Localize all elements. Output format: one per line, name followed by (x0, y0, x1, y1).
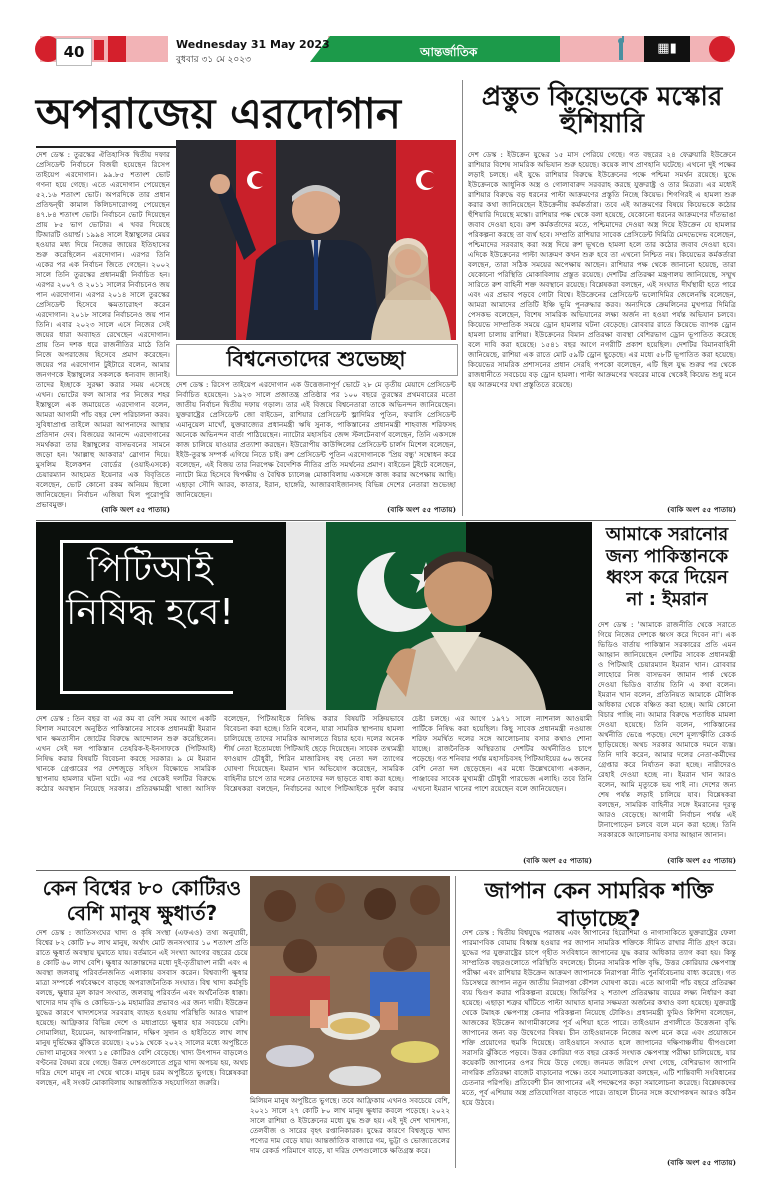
divider (36, 870, 736, 871)
statue-icon (612, 36, 630, 62)
erdogan-body: দেশ ডেস্ক : তুরস্কের ঐতিহাসিক দ্বিতীয় দফার প্রেসিডেন্ট নির্বাচনে বিজয়ী হয়েছেন রিসেপ তাইয়েপ এরদোগান। ৯৯.৮৫ শতাংশ ভোট গণনা হয়ে গেছে। এতে এরদোগান পেয়েছেন ৫২.১৬ শতাংশ ভোট। অপরদিকে তার প্রধান প্রতিদ্বন্দ্বী কামাল কিলিচদারোগলু পেয়েছেন ৪৭.৮৪ শতাংশ ভোট। নির্বাচনে ভোট দিয়েছেন প্রায় ৮৫ ভাগ ভোটার। এ খবর দিয়েছে টিআরটি ওয়ার্ল্ড। ১৯৯৪ সালে ইস্তাম্বুলের মেয়র হওয়ার মধ্য দিয়ে নিজের জায়ের ইতিহাসের শুরু করেছিলেন এরদোগান। এরপর তিনি একের পর এক নির্বাচন জিতে গেছেন। ২০০২ সালে তিনি তুরস্কের প্রধানমন্ত্রী নির্বাচিত হন। এরপর ২০০৭ ও ২০১১ সালের নির্বাচনেও জয় পান এরদোগান। এরপর ২০১৪ সালে তুরস্কের প্রেসিডেন্ট হিসেবে ক্ষমতারোহণ করেন এরদোগান। ২০১৮ সালের নির্বাচনেও জয় পান তিনি। এবার ২০২৩ সালে এসে নিজের সেই জয়ের ধারা অব্যাহত রেখেছেন এরদোগান। প্রায় তিন দশক ধরে রাজনীতির মাঠে তিনি নিজে অপরাজেয় হিসেবে প্রমাণ করেছেন। জয়ের পর এরদোগান টুইটারে বলেন, আমার জনগণকে ইস্তাম্বুলের সকলকে ধন্যবাদ জানাই। তাদের ইচ্ছাকে সুরক্ষা করার সময় এসেছে এখন। ভোটের ফল আসার পর নিজের শহর ইস্তাম্বুলে এক জমায়েতে এরদোগান বলেন, আমরা আগামী পাঁচ বছর দেশ পরিচালনা করব। সুবিধাপ্রাপ্ত তাইলে আমরা আপনাদের আস্থার প্রতিদান দেব। বিজয়ের আনন্দে এরদোগানের সমর্থকরা তার ইস্তাম্বুলের বাসভবনের সামনে জড়ো হন। 'আল্লাহু আকবার' স্লোগান দিয়ে। মুসলিম ইলেকশন বোর্ডের (ওয়াইএসকে) চেয়ারম্যান আহমেত ইয়েনার এক বিবৃতিতে বলেছেন, ভোট কোনো রকম অনিয়ম ছিলো জানিয়েছেন। নির্বাচন এজিয়া ঘিল পুরোপুরি প্রভাবমুক্ত। (36, 150, 170, 509)
imran-body: দেশ ডেস্ক : 'আমাকে রাজনীতি থেকে সরাতে গিয়ে নিজের দেশকে ধ্বংস করে দিবেন না'। এক ভিডিও বার্তায় পাকিস্তান সরকারের প্রতি এমন আহ্বান জানিয়েছেন দেশটির সাবেক প্রধানমন্ত্রী ও পিটিআই চেয়ারম্যান ইমরান খান। রোববার লাহোরে নিজ বাসভবন জামান পার্ক থেকে দেওয়া ভিডিও বার্তায় তিনি এ কথা বলেন। ইমরান খান বলেন, প্রতিনিয়ত আমাকে মৌলিক অধিকার থেকে বঞ্চিত করা হচ্ছে। আমি কোনো বিচার পাচ্ছি না। আমার বিরুদ্ধে শতাধিক মামলা দেওয়া হয়েছে। তিনি বলেন, পাকিস্তানের অর্থনীতি ভেঙে পড়ছে। দেশে মূল্যস্ফীতি রেকর্ড ছাড়িয়েছে। অথচ সরকার আমাকে দমনে ব্যস্ত। তিনি দাবি করেন, আমার দলের নেতা-কর্মীদের গ্রেপ্তার করে নির্যাতন করা হচ্ছে। নারীদেরও রেহাই দেওয়া হচ্ছে না। ইমরান খান আরও বলেন, আমি মৃত্যুকে ভয় পাই না। দেশের জন্য শেষ পর্যন্ত লড়াই চালিয়ে যাব। বিশ্লেষকরা বলছেন, সামরিক বাহিনীর সঙ্গে ইমরানের দূরত্ব আরও বেড়েছে। আগামী নির্বাচন পর্যন্ত এই টানাপোড়েন চলবে বলে মনে করা হচ্ছে। তিনি সরকারকে আলোচনায় বসার আহ্বান জানান। (598, 620, 736, 839)
hungry-children-photo (250, 876, 450, 1094)
date-english: Wednesday 31 May 2023 (176, 38, 330, 51)
page-number: 40 (56, 38, 92, 66)
imran-continued: (বাকি অংশ ৫৫ পাতায়) (666, 856, 736, 865)
world-leaders-body: দেশ ডেস্ক : রিসেপ তাইয়েপ এরদোগান এক উত্তেজনাপূর্ণ ভোটে ২৮ মে তৃতীয় মেয়াদে প্রেসিডেন্ট নির্বাচিত হয়েছেন। ১৯২৩ সালে প্রজাতন্ত্র প্রতিষ্ঠার পর ১০০ বছরে তুরস্কের প্রথমবারের মতো জাতীয় নির্বাচন দ্বিতীয় দফায় গড়াল। তার এই বিজয়ে বিশ্বনেতারা তাকে অভিনন্দন জানিয়েছেন। যুক্তরাষ্ট্রের প্রেসিডেন্ট জো বাইডেন, রাশিয়ার প্রেসিডেন্ট ভ্লাদিমির পুতিন, ফরাসি প্রেসিডেন্ট এমানুয়েল মাখোঁ, যুক্তরাজ্যের প্রধানমন্ত্রী ঋষি সুনাক, পাকিস্তানের প্রধানমন্ত্রী শাহবাজ শরিফসহ অনেকে অভিনন্দন বার্তা পাঠিয়েছেন। ন্যাটোর মহাসচিব জেন্স স্টলটেনবার্গ বলেছেন, তিনি একসঙ্গে কাজ চালিয়ে যাওয়ার প্রত্যাশা করছেন। ইউরোপীয় কাউন্সিলের প্রেসিডেন্ট চার্লস মিশেল বলেছেন, ইইউ-তুরস্ক সম্পর্ক এগিয়ে নিতে চাই। রুশ প্রেসিডেন্ট পুতিন এরদোগানকে 'প্রিয় বন্ধু' সম্বোধন করে বলেছেন, এই বিজয় তার নিরপেক্ষ বৈদেশিক নীতির প্রতি সমর্থনের প্রমাণ। বাইডেন টুইটে বলেছেন, ন্যাটো মিত্র হিসেবে দ্বিপক্ষীয় ও বৈশ্বিক চ্যালেঞ্জ মোকাবিলায় একসঙ্গে কাজ করার অপেক্ষায় আছি। এছাড়া সৌদি আরব, কাতার, ইরান, হাঙ্গেরি, আজারবাইজানসহ বিভিন্ন দেশের নেতারা শুভেচ্ছা জানিয়েছেন। (176, 380, 456, 499)
pti-headline: পিটিআই নিষিদ্ধ হবে! (66, 549, 234, 634)
publication-logo: ▦▮ (644, 36, 690, 62)
kyiv-body: দেশ ডেস্ক : ইউক্রেন যুদ্ধের ১৫ মাস পেরিয়ে গেছে। গত বছরের ২৪ ফেব্রুয়ারি ইউক্রেনে রাশিয়ার বিশেষ সামরিক অভিযান শুরু হয়েছে। কয়েক লাখ প্রাণহানি ঘটেছে। এখনো দুই পক্ষের লড়াই চলছে। এই যুদ্ধে রাশিয়ার বিরুদ্ধে ইউক্রেনের পক্ষে পশ্চিমা সমর্থন রয়েছে। যুদ্ধে ইউক্রেনকে আধুনিক অস্ত্র ও গোলাবারুদ সরবরাহ করছে যুক্তরাষ্ট্র ও তার মিত্ররা। এর মধ্যেই রাশিয়ার বিরুদ্ধে বড় ধরনের পাল্টা আক্রমণের প্রস্তুতি নিচ্ছে কিয়েভ। শিগগিরই এ হামলা শুরু করার কথা জানিয়েছেন ইউক্রেনীয় কর্মকর্তারা। তবে এই আক্রমণের বিষয়ে কিয়েভকে কঠোর হুঁশিয়ারি দিয়েছে মস্কো। রাশিয়ার পক্ষ থেকে বলা হয়েছে, যেকোনো ধরনের আক্রমণের দাঁতভাঙা জবাব দেওয়া হবে। রুশ কর্মকর্তাদের মতে, পশ্চিমাদের দেওয়া অস্ত্র দিয়ে ইউক্রেন যে হামলার পরিকল্পনা করছে তা ব্যর্থ হবে। সম্প্রতি রাশিয়ার সাবেক প্রেসিডেন্ট দিমিত্রি মেদভেদেভ বলেছেন, পশ্চিমাদের সরবরাহ করা অস্ত্র দিয়ে রুশ ভূখণ্ডে হামলা হলে তার কঠোর জবাব দেওয়া হবে। এদিকে ইউক্রেনের পাল্টা আক্রমণ কখন শুরু হবে তা এখনো নিশ্চিত নয়। কিয়েভের কর্মকর্তারা বলছেন, তারা সঠিক সময়ের অপেক্ষায় আছেন। রাশিয়ার পক্ষ থেকে জানানো হয়েছে, তারা যেকোনো পরিস্থিতি মোকাবিলায় প্রস্তুত রয়েছে। দেশটির প্রতিরক্ষা মন্ত্রণালয় জানিয়েছে, সম্মুখ সারিতে রুশ বাহিনী শক্ত অবস্থানে রয়েছে। বিশ্লেষকরা বলছেন, এই সংঘাত দীর্ঘস্থায়ী হতে পারে এবং এর প্রভাব পড়বে গোটা বিশ্বে। ইউক্রেনের প্রেসিডেন্ট ভলোদিমির জেলেনস্কি বলেছেন, আমরা আমাদের প্রতিটি ইঞ্চি ভূমি পুনরুদ্ধার করব। অন্যদিকে ক্রেমলিনের মুখপাত্র দিমিত্রি পেসকভ বলেছেন, বিশেষ সামরিক অভিযানের লক্ষ্য অর্জন না হওয়া পর্যন্ত অভিযান চলবে। কিয়েভে সাম্প্রতিক সময়ে ড্রোন হামলার ঘটনা বেড়েছে। রোববার রাতে কিয়েভে ব্যাপক ড্রোন হামলা চালায় রাশিয়া। ইউক্রেনের বিমান প্রতিরক্ষা ব্যবস্থা বেশিরভাগ ড্রোন ভূপাতিত করেছে বলে দাবি করা হয়েছে। ১৫৪১ বছর আগে নগরীটি প্রকাশ হয়েছিল। দেশটির বিমানবাহিনী জানিয়েছে, রাশিয়া এক রাতে মোট ৫৯টি ড্রোন ছুড়েছে। এর মধ্যে ৫৮টি ভূপাতিত করা হয়েছে। কিয়েভের সামরিক প্রশাসনের প্রধান সেরহি পপকো বলেছেন, এটি ছিল যুদ্ধ শুরুর পর থেকে রাজধানীতে সবচেয়ে বড় ড্রোন হামলা। পাল্টা আক্রমণের খবরের মাঝে থেকেই কিয়েভ শুধু মনে হয় আক্রমণের যথা প্রস্তুতিতে রয়েছে। (468, 150, 736, 389)
kyiv-headline: প্রস্তুত কিয়েভকে মস্কোর হুঁশিয়ারি (481, 82, 723, 140)
hunger-body-continued: মিলিয়ন মানুষ অপুষ্টিতে ভুগছে। তবে আফ্রিকায় এখনও সবচেয়ে বেশি, ২০২১ সালে ২৭ কোটি ৮০ লাখ মানুষ ক্ষুধার কবলে পড়েছে। ২০২২ সালে রাশিয়া ও ইউক্রেনের মধ্যে যুদ্ধ শুরু হয়। এই দুই দেশ খাদ্যশস্য, তেলবীজ ও সারের বৃহৎ রপ্তানিকারক। যুদ্ধের কারণে বিশ্বজুড়ে খাদ্য পণ্যের দাম বেড়ে যায়। আন্তর্জাতিক বাজারে গম, ভুট্টা ও ভোজ্যতেলের দাম রেকর্ড পরিমাণে বাড়ে, যা দরিদ্র দেশগুলোকে ক্ষতিগ্রস্ত করে। (250, 1096, 450, 1155)
japan-continued: (বাকি অংশ ৫৫ পাতায়) (666, 1158, 736, 1167)
pti-body: দেশ ডেস্ক : তিন বছর বা এর কম বা বেশি সময় আগে একটি বিশাল সমাবেশে অনুষ্ঠিত পাকিস্তানের সাবেক প্রধানমন্ত্রী ইমরান খান ক্ষমতাসীন জোটের বিরুদ্ধে আন্দোলন শুরু করেছিলেন। এখন সেই দল পাকিস্তান তেহরিক-ই-ইনসাফকে (পিটিআই) নিষিদ্ধ করার বিষয়টি বিবেচনা করছে সরকার। ৯ মে ইমরান খানকে গ্রেপ্তারের পর দেশজুড়ে সহিংস বিক্ষোভে সামরিক স্থাপনায় হামলার ঘটনা ঘটে। এর পর থেকেই দলটির বিরুদ্ধে কঠোর অবস্থান নিয়েছে সরকার। প্রতিরক্ষামন্ত্রী খাজা আসিফ বলেছেন, পিটিআইকে নিষিদ্ধ করার বিষয়টি সক্রিয়ভাবে বিবেচনা করা হচ্ছে। তিনি বলেন, যারা সামরিক স্থাপনায় হামলা চালিয়েছে তাদের সামরিক আদালতে বিচার হবে। দলের অনেক শীর্ষ নেতা ইতোমধ্যে পিটিআই ছেড়ে দিয়েছেন। সাবেক তথ্যমন্ত্রী ফাওয়াদ চৌধুরী, শিরিন মাজারিসহ বহু নেতা দল ত্যাগের ঘোষণা দিয়েছেন। ইমরান খান অভিযোগ করেছেন, সামরিক বাহিনীর চাপে তার দলের নেতাদের দল ছাড়তে বাধ্য করা হচ্ছে। বিশ্লেষকরা বলছেন, নির্বাচনের আগে পিটিআইকে দুর্বল করার চেষ্টা চলছে। এর আগে ১৯৭১ সালে ন্যাশনাল আওয়ামী পার্টিকে নিষিদ্ধ করা হয়েছিল। কিছু সাবেক প্রধানমন্ত্রী নওয়াজ শরিফ সমর্থিত দলের সঙ্গে আলোচনায় বসার কথাও শোনা যাচ্ছে। রাজনৈতিক অস্থিরতায় দেশটির অর্থনীতিও চাপে পড়েছে। গত শনিবার পর্যন্ত মহাসচিবসহ পিটিআইয়ের ৬০ জনের বেশি নেতা দল ছেড়েছেন। এর মধ্যে উল্লেখযোগ্য একজন, পাঞ্জাবের সাবেক মুখ্যমন্ত্রী চৌধুরী পারভেজ এলাহি। তবে তিনি এখনো ইমরান খানের পাশে রয়েছেন বলে জানিয়েছেন। (36, 714, 592, 793)
hunger-body: দেশ ডেস্ক : জাতিসংঘের খাদ্য ও কৃষি সংস্থা (এফএও) তথ্য অনুযায়ী, বিশ্বের ৮২ কোটি ৮০ লাখ মানুষ, অর্থাৎ মোট জনসংখ্যার ১০ শতাংশ প্রতি রাতে ক্ষুধার্ত অবস্থায় ঘুমাতে যায়। বর্তমানে এই সংখ্যা আগের বছরের চেয়ে ৪ কোটি ৬০ লাখ বেশি। ক্ষুধার আক্রান্তদের মধ্যে দুই-তৃতীয়াংশ নারী এবং এ অবস্থা জলবায়ু পরিবর্তনজনিত এলাকায় বসবাস করেন। বিশ্বব্যাপী ক্ষুধার মাত্রা সম্পর্কে পর্যবেক্ষণে বাড়ছে অপরাজনৈতিক সংঘাত। বিশ্ব খাদ্য কর্মসূচি বলছে, ক্ষুধার মূল কারণ সংঘাত, জলবায়ু পরিবর্তন এবং অর্থনৈতিক ধাক্কা। খাদ্যের দাম বৃদ্ধি ও কোভিড-১৯ মহামারির প্রভাবও এর জন্য দায়ী। ইউক্রেন যুদ্ধের কারণে খাদ্যশস্যের সরবরাহ ব্যাহত হওয়ায় পরিস্থিতি আরও খারাপ হয়েছে। আফ্রিকার বিভিন্ন দেশে ও মধ্যপ্রাচ্যে ক্ষুধার হার সবচেয়ে বেশি। সোমালিয়া, ইয়েমেন, আফগানিস্তান, দক্ষিণ সুদান ও হাইতিতে লাখ লাখ মানুষ দুর্ভিক্ষের ঝুঁকিতে রয়েছে। ২০১৯ থেকে ২০২২ সালের মধ্যে অপুষ্টিতে ভোগা মানুষের সংখ্যা ১৫ কোটিরও বেশি বেড়েছে। খাদ্য উৎপাদন বাড়লেও বণ্টনের বৈষম্য রয়ে গেছে। উন্নত দেশগুলোতে প্রচুর খাদ্য অপচয় হয়, অথচ দরিদ্র দেশে মানুষ না খেয়ে থাকে। মানুষ চরম অপুষ্টিতে ভুগছে। বিশ্লেষকরা বলছেন, এই সংকট মোকাবিলায় আন্তর্জাতিক সহযোগিতা জরুরি। (36, 928, 248, 1087)
column-rule (455, 876, 456, 1168)
imran-headline: আমাকে সরানোর জন্য পাকিস্তানকে ধ্বংস করে দিয়েন না : ইমরান (605, 524, 729, 610)
divider (36, 520, 736, 521)
section-title: আন্তর্জাতিক (420, 45, 478, 59)
column-rule (462, 80, 463, 516)
hunger-headline: কেন বিশ্বের ৮০ কোটিরও বেশি মানুষ ক্ষুধার্ত? (42, 876, 242, 925)
japan-headline: জাপান কেন সামরিক শক্তি বাড়াচ্ছে? (484, 879, 714, 932)
kyiv-continued: (বাকি অংশ ৫৫ পাতায়) (666, 505, 736, 514)
date-bangla: বুধবার ৩১ মে ২০২৩ (176, 55, 251, 65)
world-leaders-continued: (বাকি অংশ ৫৫ পাতায়) (386, 505, 456, 514)
masthead (0, 0, 770, 65)
pti-continued: (বাকি অংশ ৫৫ পাতায়) (522, 856, 592, 865)
erdogan-continued: (বাকি অংশ ৫৫ পাতায়) (100, 505, 170, 514)
japan-body: দেশ ডেস্ক : দ্বিতীয় বিশ্বযুদ্ধে পরাজয় এবং জাপানের হিরোশিমা ও নাগাসাকিতে যুক্তরাষ্ট্রের ফেলা পারমাণবিক বোমায় বিধ্বস্ত হওয়ার পর জাপান সামরিক শক্তিকে সীমিত রাখার নীতি গ্রহণ করে। যুদ্ধের পর যুক্তরাষ্ট্রের চাপে গৃহীত সংবিধানে জাপানের যুদ্ধ করার অধিকার ত্যাগ করা হয়। কিন্তু সাম্প্রতিক বছরগুলোতে পরিস্থিতি বদলেছে। চীনের সামরিক শক্তি বৃদ্ধি, উত্তর কোরিয়ার ক্ষেপণাস্ত্র পরীক্ষা এবং রাশিয়ার ইউক্রেন আক্রমণ জাপানকে নিরাপত্তা নীতি পুনর্বিবেচনায় বাধ্য করেছে। গত ডিসেম্বরে জাপান নতুন জাতীয় নিরাপত্তা কৌশল ঘোষণা করে। এতে আগামী পাঁচ বছরে প্রতিরক্ষা ব্যয় দ্বিগুণ করার পরিকল্পনা রয়েছে। জিডিপির ২ শতাংশ প্রতিরক্ষায় ব্যয়ের লক্ষ্য নির্ধারণ করা হয়েছে। এছাড়া শত্রুর ঘাঁটিতে পাল্টা আঘাত হানার সক্ষমতা অর্জনের কথাও বলা হয়েছে। যুক্তরাষ্ট্র থেকে টমাহক ক্ষেপণাস্ত্র কেনার পরিকল্পনা নিয়েছে টোকিও। প্রধানমন্ত্রী ফুমিও কিশিদা বলেছেন, আজকের ইউক্রেন আগামীকালের পূর্ব এশিয়া হতে পারে। তাইওয়ান প্রণালীতে উত্তেজনা বৃদ্ধি জাপানের জন্য বড় উদ্বেগের বিষয়। চীন তাইওয়ানকে নিজের অংশ মনে করে এবং প্রয়োজনে শক্তি প্রয়োগের হুমকি দিয়েছে। তাইওয়ানে সংঘাত হলে জাপানের দক্ষিণাঞ্চলীয় দ্বীপগুলো সরাসরি ঝুঁকিতে পড়বে। উত্তর কোরিয়া গত বছর রেকর্ড সংখ্যক ক্ষেপণাস্ত্র পরীক্ষা চালিয়েছে, যার কয়েকটি জাপানের ওপর দিয়ে উড়ে গেছে। জনমত জরিপে দেখা গেছে, বেশিরভাগ জাপানি নাগরিক প্রতিরক্ষা বাজেট বাড়ানোর পক্ষে। তবে সমালোচকরা বলছেন, এটি শান্তিবাদী সংবিধানের চেতনার পরিপন্থি। প্রতিবেশী চীন জাপানের এই পদক্ষেপের কড়া সমালোচনা করেছে। বিশ্লেষকদের মতে, পূর্ব এশিয়ায় অস্ত্র প্রতিযোগিতা বাড়তে পারে। তাহলে চীনের সঙ্গে কথোপকথন আরও কঠিন হয়ে উঠবে। (462, 928, 736, 1107)
erdogan-photo (176, 140, 456, 340)
world-leaders-headline: বিশ্বনেতাদের শুভেচ্ছা (226, 347, 406, 371)
red-tab (94, 40, 104, 60)
erdogan-headline: অপরাজেয় এরদোগান (36, 89, 401, 138)
